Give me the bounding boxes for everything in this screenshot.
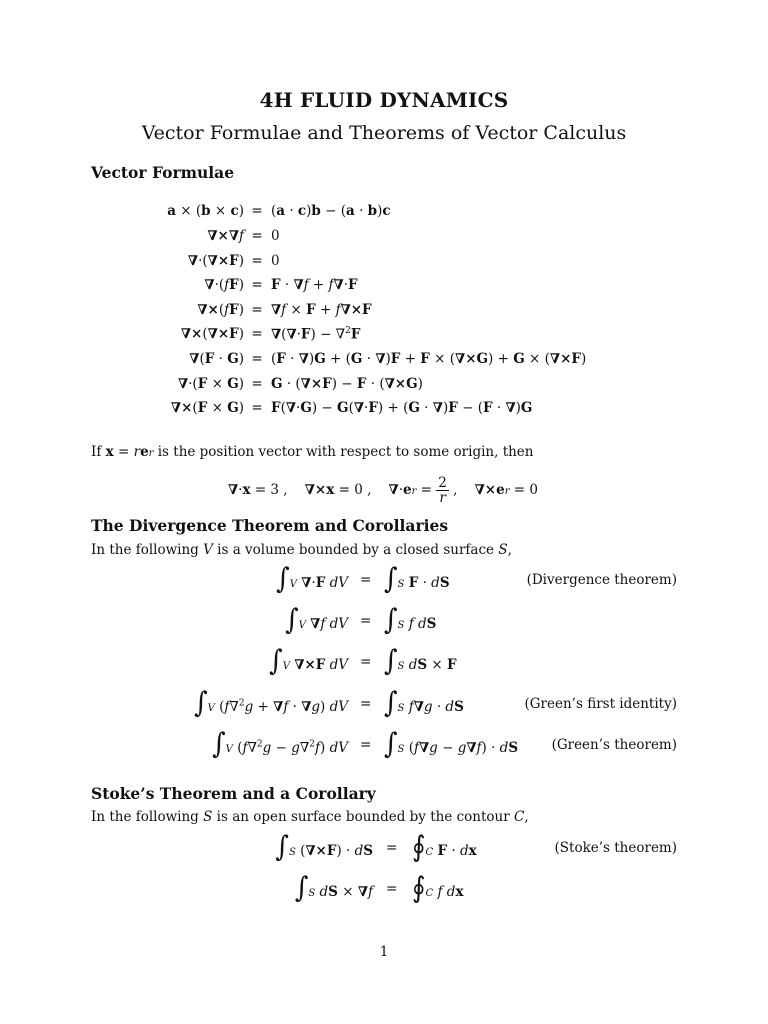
divergence-intro: In the following V is a volume bounded by a closed surface S,	[91, 542, 512, 558]
section-heading-vector-formulae: Vector Formulae	[91, 163, 235, 182]
theorem-label: (Stoke’s theorem)	[554, 840, 677, 856]
formula-lhs: ∇×(∇×F)	[180, 326, 244, 342]
formula-lhs: ∇×(fF)	[197, 302, 244, 318]
theorem-lhs: ∫V (f∇$^2$g + ∇f · ∇g) dV	[194, 686, 348, 720]
theorem-rhs: ∫S F · dS	[384, 562, 450, 596]
theorem-lhs: ∫V ∇f dV	[285, 603, 348, 637]
equals-sign: =	[360, 654, 372, 670]
formula-lhs: a × (b × c)	[167, 203, 244, 219]
equals-sign: =	[251, 351, 263, 367]
section-heading-divergence: The Divergence Theorem and Corollaries	[91, 516, 449, 535]
formula-rhs: F(∇·G) − G(∇·F) + (G · ∇)F − (F · ∇)G	[271, 400, 533, 416]
theorem-rhs: ∮C F · dx	[412, 830, 477, 864]
theorem-label: (Green’s theorem)	[551, 737, 677, 753]
theorem-lhs: ∫S (∇×F) · dS	[275, 830, 373, 864]
equals-sign: =	[360, 613, 372, 629]
page-number: 1	[379, 944, 389, 960]
equals-sign: =	[360, 737, 372, 753]
theorem-rhs: ∫S f∇g · dS	[384, 686, 464, 720]
formula-rhs: 0	[271, 228, 280, 244]
equals-sign: =	[386, 840, 398, 856]
formula-rhs: (a · c)b − (a · b)c	[271, 203, 391, 219]
formula-rhs: ∇(∇·F) − ∇$^2$F	[271, 326, 361, 343]
equals-sign: =	[251, 376, 263, 392]
formula-rhs: G · (∇×F) − F · (∇×G)	[271, 376, 423, 392]
theorem-rhs: ∮C f dx	[412, 871, 464, 905]
document-title: 4H FLUID DYNAMICS	[259, 88, 509, 112]
theorem-rhs: ∫S dS × F	[384, 644, 457, 678]
stokes-intro: In the following S is an open surface bounded by the contour C,	[91, 809, 529, 825]
theorem-lhs: ∫V ∇·F dV	[276, 562, 348, 596]
theorem-lhs: ∫S dS × ∇f	[294, 871, 373, 905]
document-subtitle: Vector Formulae and Theorems of Vector Calculus	[141, 122, 627, 144]
formula-rhs: ∇f × F + f∇×F	[271, 302, 372, 318]
position-vector-text: If x = rer is the position vector with respect to some origin, then	[91, 444, 534, 460]
formula-rhs: F · ∇f + f∇·F	[271, 277, 358, 293]
theorem-lhs: ∫V (f∇$^2$g − g∇$^2$f) dV	[212, 727, 348, 761]
formula-lhs: ∇×∇f	[207, 228, 244, 244]
equals-sign: =	[251, 400, 263, 416]
theorem-label: (Green’s first identity)	[524, 696, 677, 712]
formula-lhs: ∇·(∇×F)	[187, 253, 244, 269]
equals-sign: =	[251, 302, 263, 318]
formula-lhs: ∇(F · G)	[189, 351, 244, 367]
formula-lhs: ∇·(F × G)	[177, 376, 244, 392]
position-results: ∇·x = 3 , ∇×x = 0 , ∇·er = $\frac{2}{r}$ , ∇×er = 0	[228, 475, 538, 507]
formula-lhs: ∇·(fF)	[204, 277, 244, 293]
formula-rhs: (F · ∇)G + (G · ∇)F + F × (∇×G) + G × (∇×F)	[271, 351, 587, 367]
equals-sign: =	[251, 326, 263, 342]
equals-sign: =	[360, 696, 372, 712]
formula-lhs: ∇×(F × G)	[170, 400, 244, 416]
theorem-label: (Divergence theorem)	[526, 572, 677, 588]
equals-sign: =	[251, 253, 263, 269]
equals-sign: =	[251, 228, 263, 244]
theorem-rhs: ∫S f dS	[384, 603, 437, 637]
formula-rhs: 0	[271, 253, 280, 269]
equals-sign: =	[251, 277, 263, 293]
equals-sign: =	[251, 203, 263, 219]
theorem-rhs: ∫S (f∇g − g∇f) · dS	[384, 727, 519, 761]
theorem-lhs: ∫V ∇×F dV	[269, 644, 348, 678]
section-heading-stokes: Stoke’s Theorem and a Corollary	[91, 784, 376, 803]
equals-sign: =	[386, 881, 398, 897]
equals-sign: =	[360, 572, 372, 588]
